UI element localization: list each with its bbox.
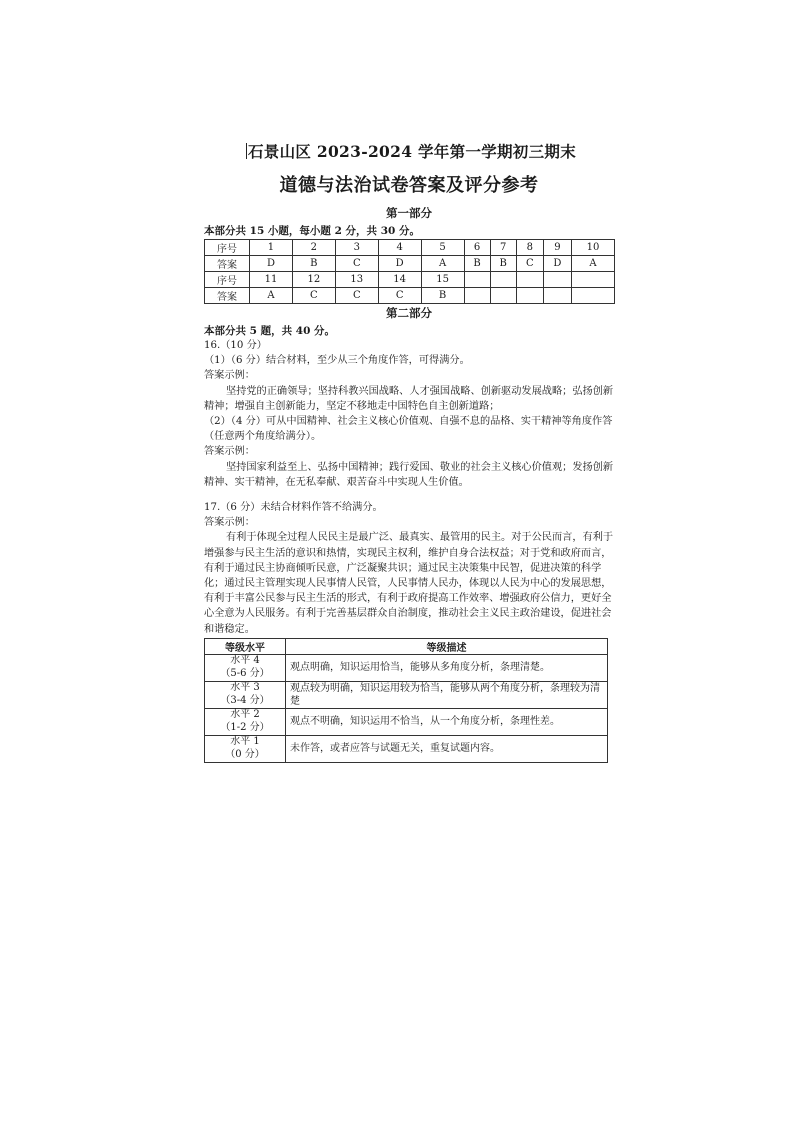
- cell: D: [378, 256, 421, 272]
- cell: 3: [335, 240, 378, 256]
- answer-table: [204, 239, 615, 304]
- level-desc: 未作答，或者应答与试题无关，重复试题内容。: [286, 735, 608, 762]
- cell: 12: [292, 272, 335, 288]
- level-score: （1-2 分）: [220, 721, 270, 733]
- cell: A: [572, 256, 615, 272]
- cell: [572, 288, 615, 304]
- cell: 13: [335, 272, 378, 288]
- q17-header: 17.（6 分）未结合材料作答不给满分。: [204, 502, 383, 514]
- level-desc: 观点明确，知识运用恰当，能够从多角度分析，条理清楚。: [286, 654, 608, 681]
- cell: B: [490, 256, 516, 272]
- level-cell: [205, 708, 286, 735]
- level-desc: 观点较为明确，知识运用较为恰当，能够从两个角度分析，条理较为清楚: [286, 681, 608, 708]
- cell: [543, 272, 571, 288]
- cell: [464, 288, 490, 304]
- part2-heading: 第二部分: [386, 306, 432, 320]
- row-label-ans: 答案: [205, 288, 250, 304]
- table-row: [205, 708, 608, 735]
- table-row: [205, 288, 615, 304]
- cell: D: [250, 256, 293, 272]
- cell: A: [250, 288, 293, 304]
- level-score: （3-4 分）: [220, 694, 270, 706]
- cell: C: [335, 256, 378, 272]
- cell: B: [464, 256, 490, 272]
- q16-sample2: 坚持国家利益至上、弘扬中国精神；践行爱国、敬业的社会主义核心价值观；发扬创新精神、实干精神，在无私奉献、艰苦奋斗中实现人生价值。: [204, 461, 614, 488]
- col-header-level: 等级水平: [205, 638, 286, 654]
- table-row: [205, 735, 608, 762]
- cell: 11: [250, 272, 293, 288]
- title-line1-text: 石景山区 2023-2024 学年第一学期初三期末: [247, 142, 576, 161]
- q16-sub2: （2）（4 分）可从中国精神、社会主义核心价值观、自强不息的品格、实干精神等角度作答（任意两个角度给满分）。: [204, 416, 613, 443]
- table-row: [205, 681, 608, 708]
- level-cell: [205, 681, 286, 708]
- cell: B: [292, 256, 335, 272]
- level-score: （0 分）: [225, 748, 265, 760]
- cell: 5: [421, 240, 464, 256]
- cell: D: [543, 256, 571, 272]
- cell: 8: [516, 240, 543, 256]
- cell: [490, 288, 516, 304]
- cell: [464, 272, 490, 288]
- level-desc: 观点不明确，知识运用不恰当，从一个角度分析，条理性差。: [286, 708, 608, 735]
- cell: C: [335, 288, 378, 304]
- cell: C: [516, 256, 543, 272]
- table-row: [205, 638, 608, 654]
- part1-heading: 第一部分: [386, 206, 432, 220]
- level-cell: [205, 735, 286, 762]
- document-title-line1: [208, 140, 614, 162]
- cell: [543, 288, 571, 304]
- spacer: [204, 490, 614, 500]
- level-name: 水平 2: [230, 709, 260, 721]
- q16-sub1: （1）（6 分）结合材料，至少从三个角度作答，可得满分。: [204, 355, 470, 367]
- answer-key-page: [204, 140, 614, 763]
- q17-sample-label: 答案示例：: [204, 517, 255, 529]
- cell: 9: [543, 240, 571, 256]
- level-cell: [205, 654, 286, 681]
- cell: 6: [464, 240, 490, 256]
- level-name: 水平 3: [230, 682, 260, 694]
- cell: 4: [378, 240, 421, 256]
- cell: [572, 272, 615, 288]
- cell: 7: [490, 240, 516, 256]
- table-row: [205, 240, 615, 256]
- level-name: 水平 1: [230, 736, 260, 748]
- cell: C: [292, 288, 335, 304]
- table-row: [205, 654, 608, 681]
- cell: A: [421, 256, 464, 272]
- grading-level-table: [204, 638, 608, 763]
- cell: [490, 272, 516, 288]
- document-title-line2: 道德与法治试卷答案及评分参考: [279, 175, 539, 196]
- q16-header: 16.（10 分）: [204, 340, 267, 351]
- cell: 15: [421, 272, 464, 288]
- q16-sample-label2: 答案示例：: [204, 446, 255, 458]
- level-score: （5-6 分）: [220, 667, 270, 679]
- part2-intro: 本部分共 5 题，共 40 分。: [204, 325, 336, 337]
- row-label-num: 序号: [205, 272, 250, 288]
- cell: 14: [378, 272, 421, 288]
- row-label-ans: 答案: [205, 256, 250, 272]
- cell: C: [378, 288, 421, 304]
- cell: [516, 288, 543, 304]
- cell: 2: [292, 240, 335, 256]
- row-label-num: 序号: [205, 240, 250, 256]
- level-name: 水平 4: [230, 655, 260, 667]
- cell: [516, 272, 543, 288]
- col-header-desc: 等级描述: [286, 638, 608, 654]
- q16-sample-label1: 答案示例：: [204, 370, 255, 382]
- margin-mark: [246, 143, 247, 159]
- part1-intro: 本部分共 15 小题，每小题 2 分，共 30 分。: [204, 225, 420, 237]
- q17-sample: 有利于体现全过程人民民主是最广泛、最真实、最管用的民主。对于公民而言，有利于增强参与民主生活的意识和热情，实现民主权利，维护自身合法权益；对于党和政府而言，有利于通过民主协商倾听民意，广泛凝聚共识；通过民主决策集中民智，促进决策的科学化；通过民主管理实现人民事情人民管，人民事情人民办，体现以人民为中心的发展思想，有利于丰富公民参与民主生活的形式，有利于政府提高工作效率、增强政府公信力，更好全心全意为人民服务。有利于完善基层群众自治制度，推动社会主义民主政治建设，促进社会和谐稳定。: [204, 532, 614, 635]
- table-row: [205, 256, 615, 272]
- cell: 10: [572, 240, 615, 256]
- cell: 1: [250, 240, 293, 256]
- cell: B: [421, 288, 464, 304]
- table-row: [205, 272, 615, 288]
- q16-sample1: 坚持党的正确领导；坚持科教兴国战略、人才强国战略、创新驱动发展战略；弘扬创新精神；增强自主创新能力，坚定不移地走中国特色自主创新道路；: [204, 385, 614, 412]
